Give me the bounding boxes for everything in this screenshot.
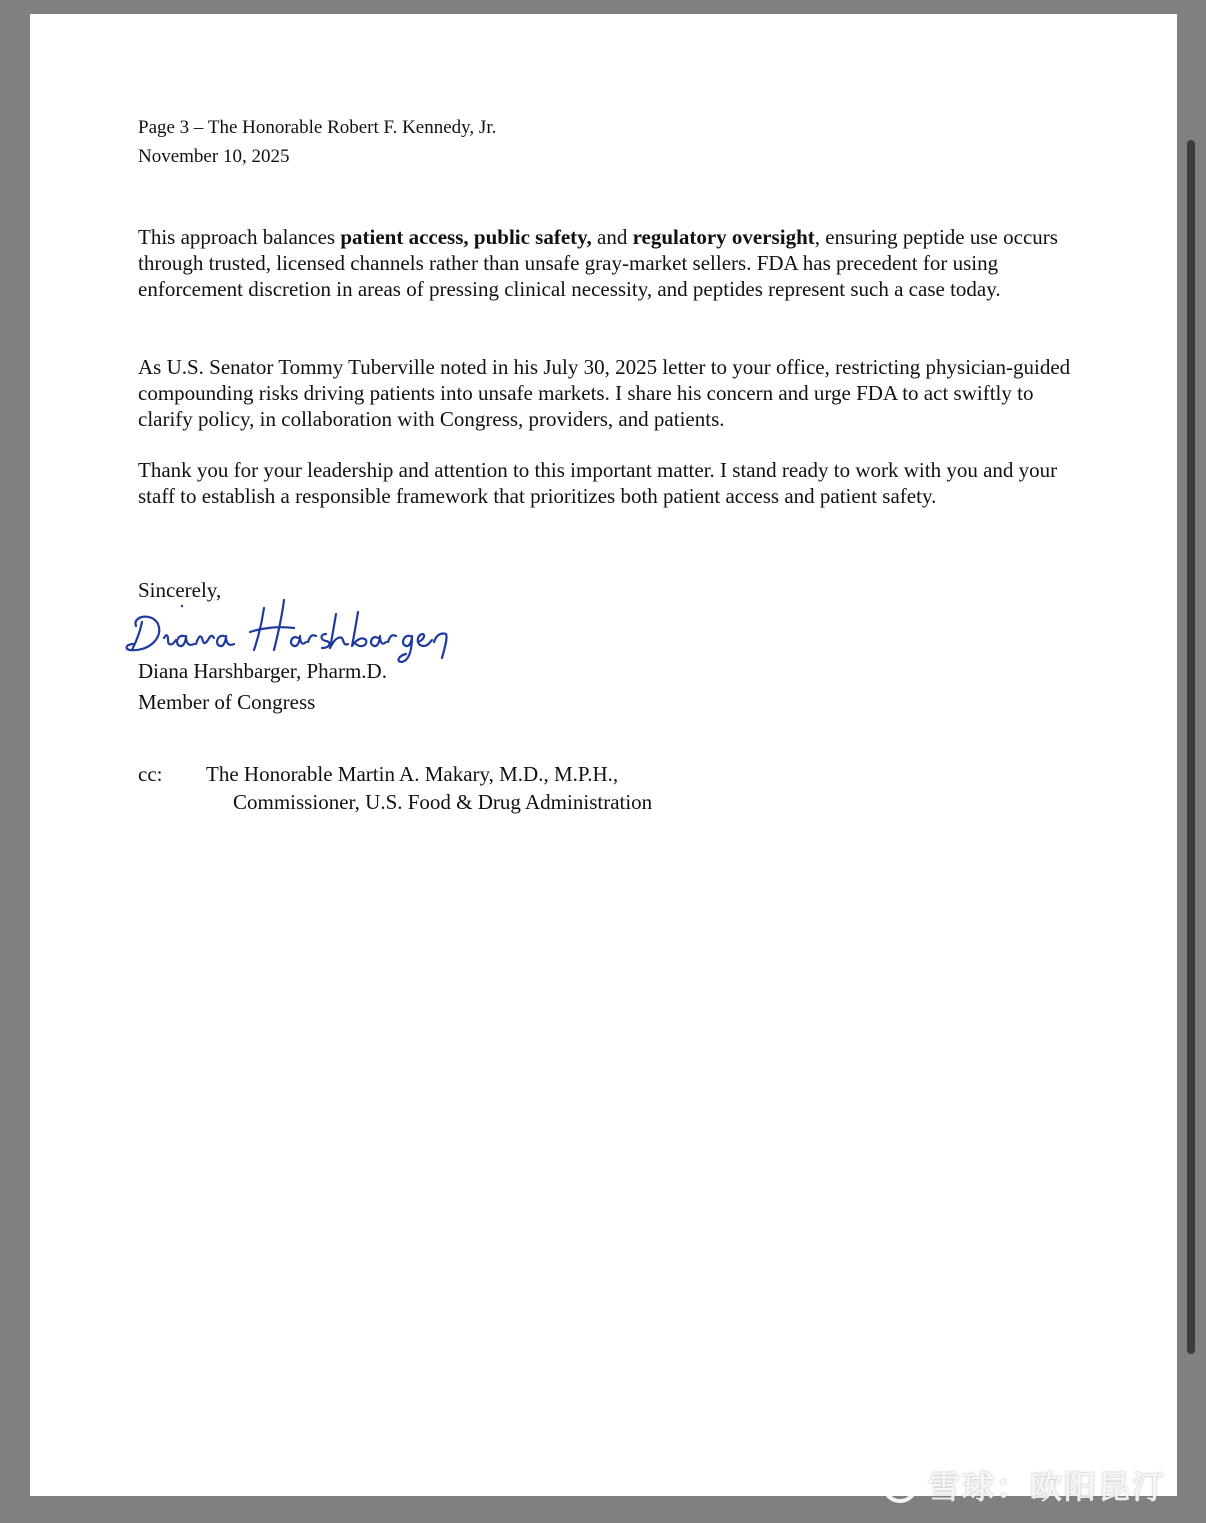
watermark (880, 1462, 1166, 1508)
vertical-scrollbar[interactable] (1186, 140, 1196, 1354)
page-header-recipient: Page 3 – The Honorable Robert F. Kennedy, Jr. (138, 117, 497, 138)
paragraph-1-text-b: and (591, 225, 633, 249)
paragraph-1-bold-a: patient access, public safety, (340, 225, 592, 249)
paragraph-1 (138, 224, 1078, 302)
document-page (30, 14, 1177, 1496)
snowball-logo-icon (880, 1465, 920, 1505)
paragraph-3: Thank you for your leadership and attention to this important matter. I stand ready to work with you and your staff to establish a responsible framework that prioritizes both patient access and patient safety. (138, 458, 1058, 508)
paragraph-1-bold-b: regulatory oversight (632, 225, 815, 249)
cc-recipient-title: Commissioner, U.S. Food & Drug Administration (233, 790, 653, 814)
paragraph-2: As U.S. Senator Tommy Tuberville noted in his July 30, 2025 letter to your office, restricting physician-guided compounding risks driving patients into unsafe markets. I share his concern and urge FDA to act swiftly to clarify policy, in collaboration with Congress, providers, and patients. (138, 355, 1071, 431)
paragraph-1-text-c: , ensuring peptide use occurs through trusted, licensed channels rather than unsafe gray-market sellers. FDA has precedent for using enforcement discretion in areas of pressing clinical necessity, and peptides represent such a case today. (138, 225, 1058, 301)
signer-name: Diana Harshbarger, Pharm.D. (138, 659, 387, 683)
handwritten-signature (122, 594, 462, 664)
cc-recipient-name: The Honorable Martin A. Makary, M.D., M.P.H., (206, 762, 619, 786)
paragraph-1-text-a: This approach balances (138, 225, 341, 249)
signer-title: Member of Congress (138, 690, 316, 714)
page-header-date: November 10, 2025 (138, 146, 290, 167)
watermark-text: 雪球：欧阳昆汀 (928, 1468, 1167, 1506)
closing-salutation: Sincerely, (138, 578, 222, 602)
scrollbar-thumb[interactable] (1187, 140, 1195, 1354)
cc-label: cc: (138, 762, 163, 786)
